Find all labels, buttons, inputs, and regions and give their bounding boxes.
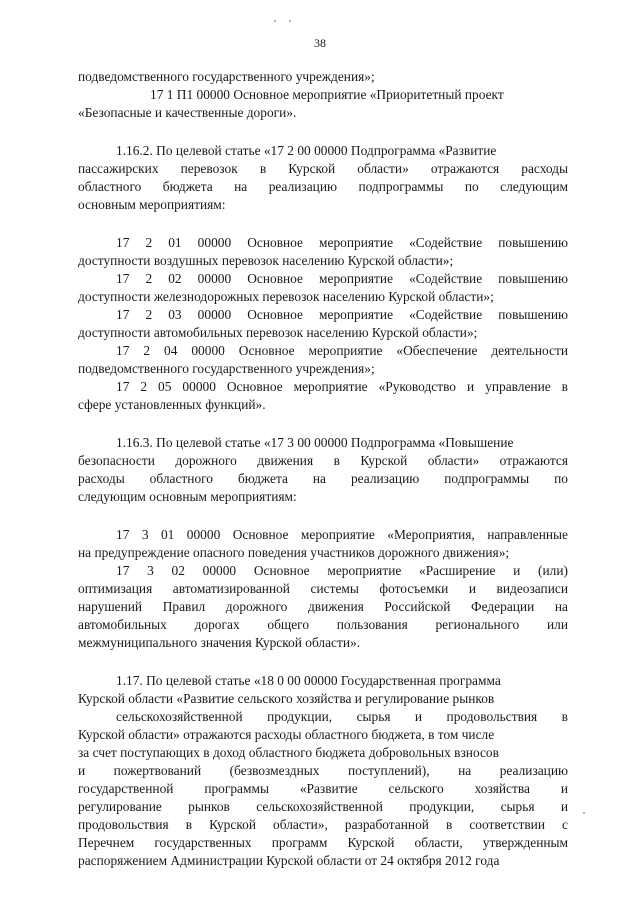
text-line: 1.17. По целевой статье «18 0 00 00000 Государственная программа <box>116 673 501 688</box>
text-line: доступности железнодорожных перевозок населению Курской области»; <box>78 289 494 304</box>
text-line: государственной программы «Развитие сельского хозяйства и <box>78 781 568 796</box>
text-line: следующим основным мероприятиям: <box>78 489 297 504</box>
scan-speck <box>583 812 585 814</box>
text-line: 1.16.3. По целевой статье «17 3 00 00000 Подпрограмма «Повышение <box>116 435 514 450</box>
text-line: расходы областного бюджета на реализацию подпрограммы по <box>78 471 568 486</box>
text-line: сельскохозяйственной продукции, сырья и продовольствия в <box>116 709 568 724</box>
text-line: подведомственного государственного учреждения»; <box>78 361 375 376</box>
scan-speck <box>274 20 276 22</box>
text-line: 17 1 П1 00000 Основное мероприятие «Приоритетный проект <box>150 87 504 102</box>
text-line: сфере установленных функций». <box>78 397 266 412</box>
text-line: Курской области «Развитие сельского хозяйства и регулирование рынков <box>78 691 495 706</box>
text-line: 17 2 04 00000 Основное мероприятие «Обеспечение деятельности <box>116 343 568 358</box>
text-line: 1.16.2. По целевой статье «17 2 00 00000 Подпрограмма «Развитие <box>116 143 497 158</box>
text-line: 17 3 01 00000 Основное мероприятие «Мероприятия, направленные <box>116 527 568 542</box>
text-line: межмуниципального значения Курской области». <box>78 635 361 650</box>
text-line: безопасности дорожного движения в Курской области» отражаются <box>78 453 568 468</box>
text-line: за счет поступающих в доход областного бюджета добровольных взносов <box>78 745 499 760</box>
text-line: 17 2 02 00000 Основное мероприятие «Содействие повышению <box>116 271 568 286</box>
text-line: оптимизация автоматизированной системы фотосъемки и видеозаписи <box>78 581 568 596</box>
text-line: подведомственного государственного учреждения»; <box>78 69 375 84</box>
page-number: 38 <box>314 36 326 50</box>
text-line: и пожертвований (безвозмездных поступлений), на реализацию <box>78 763 568 778</box>
text-line: «Безопасные и качественные дороги». <box>78 105 297 120</box>
scan-speck <box>289 20 291 22</box>
text-line: на предупреждение опасного поведения участников дорожного движения»; <box>78 545 510 560</box>
text-line: регулирование рынков сельскохозяйственной продукции, сырья и <box>78 799 568 814</box>
text-line: нарушений Правил дорожного движения Российской Федерации на <box>78 599 568 614</box>
text-line: Перечнем государственных программ Курской области, утвержденным <box>78 835 568 850</box>
text-line: 17 2 03 00000 Основное мероприятие «Содействие повышению <box>116 307 568 322</box>
text-line: пассажирских перевозок в Курской области» отражаются расходы <box>78 161 568 176</box>
text-line: автомобильных дорогах общего пользования регионального или <box>78 617 568 632</box>
text-line: продовольствия в Курской области», разработанной в соответствии с <box>78 817 568 832</box>
text-line: Курской области» отражаются расходы областного бюджета, в том числе <box>78 727 495 742</box>
text-line: доступности автомобильных перевозок населению Курской области»; <box>78 325 478 340</box>
text-line: доступности воздушных перевозок населению Курской области»; <box>78 253 454 268</box>
text-line: областного бюджета на реализацию подпрограммы по следующим <box>78 179 568 194</box>
text-line: распоряжением Администрации Курской области от 24 октября 2012 года <box>78 853 500 868</box>
text-line: основным мероприятиям: <box>78 197 226 212</box>
text-line: 17 3 02 00000 Основное мероприятие «Расширение и (или) <box>116 563 568 578</box>
text-line: 17 2 01 00000 Основное мероприятие «Содействие повышению <box>116 235 568 250</box>
text-line: 17 2 05 00000 Основное мероприятие «Руководство и управление в <box>116 379 568 394</box>
